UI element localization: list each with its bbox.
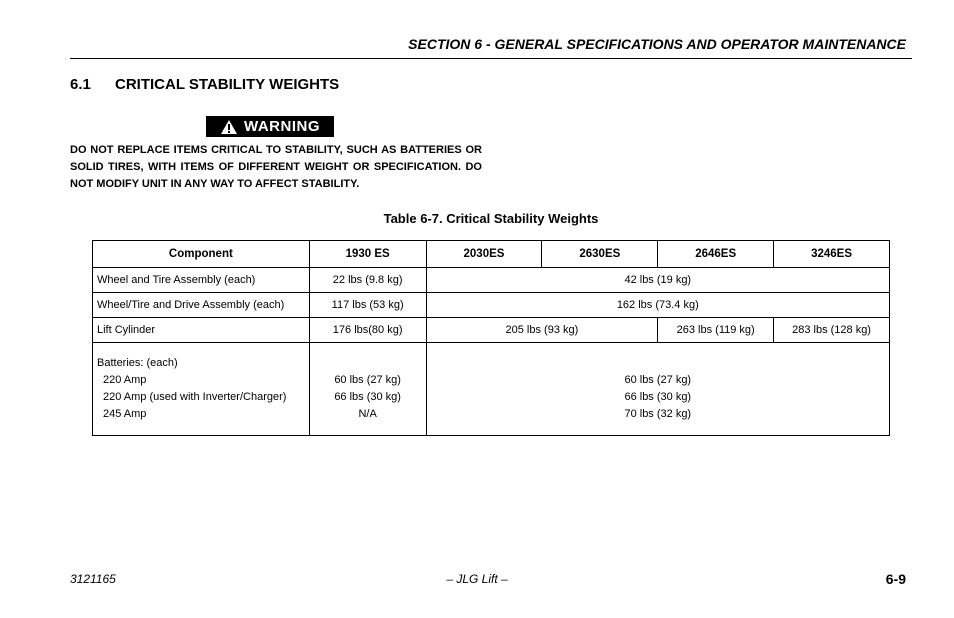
- warning-triangle-icon: [220, 119, 238, 135]
- component-label: Batteries: (each): [97, 357, 178, 369]
- section-header-title: SECTION 6 - GENERAL SPECIFICATIONS AND OPERATOR MAINTENANCE: [408, 36, 906, 52]
- warning-label: WARNING: [244, 118, 320, 135]
- value-line: 66 lbs (30 kg): [334, 391, 401, 403]
- warning-banner: [206, 116, 334, 137]
- section-heading: [70, 76, 339, 93]
- value-cell: 205 lbs (93 kg): [426, 318, 658, 343]
- component-cell: Wheel/Tire and Drive Assembly (each): [93, 293, 310, 318]
- value-line: 66 lbs (30 kg): [624, 391, 692, 403]
- value-line: 60 lbs (27 kg): [624, 374, 692, 386]
- value-cell: 162 lbs (73.4 kg): [426, 293, 889, 318]
- value-cell: 283 lbs (128 kg): [774, 318, 890, 343]
- value-cell: [309, 343, 426, 436]
- document-number: 3121165: [70, 572, 116, 586]
- value-cell: 176 lbs(80 kg): [309, 318, 426, 343]
- column-header: 3246ES: [774, 241, 890, 268]
- sub-component-label: 245 Amp: [103, 408, 147, 420]
- page-number: 6-9: [885, 571, 906, 587]
- table-row: [93, 293, 890, 318]
- column-header: 2030ES: [426, 241, 542, 268]
- footer-center-text: – JLG Lift –: [446, 572, 508, 586]
- sub-component-label: 220 Amp (used with Inverter/Charger): [103, 391, 287, 403]
- value-line: 60 lbs (27 kg): [334, 374, 401, 386]
- section-number: 6.1: [70, 76, 91, 93]
- component-cell: Wheel and Tire Assembly (each): [93, 268, 310, 293]
- value-line: 70 lbs (32 kg): [624, 408, 692, 420]
- value-line: N/A: [358, 408, 377, 420]
- column-header: 2630ES: [542, 241, 658, 268]
- table-row: [93, 268, 890, 293]
- table-row: [93, 343, 890, 436]
- value-cell: 263 lbs (119 kg): [658, 318, 774, 343]
- value-cell: 117 lbs (53 kg): [309, 293, 426, 318]
- value-cell: 42 lbs (19 kg): [426, 268, 889, 293]
- section-title: CRITICAL STABILITY WEIGHTS: [115, 76, 340, 93]
- stability-weights-table: [92, 240, 890, 436]
- table-caption: Table 6-7. Critical Stability Weights: [383, 211, 599, 226]
- column-header: Component: [93, 241, 310, 268]
- table-row: [93, 318, 890, 343]
- header-divider: [70, 58, 912, 59]
- value-cell: [426, 343, 889, 436]
- table-header-row: [93, 241, 890, 268]
- warning-text: DO NOT REPLACE ITEMS CRITICAL TO STABILITY, SUCH AS BATTERIES OR SOLID TIRES, WITH ITEMS OF DIFFERENT WEIGHT OR SPECIFICATION. DO NOT MODIFY UNIT IN ANY WAY TO AFFECT STABILITY.: [70, 144, 482, 190]
- component-cell: [93, 343, 310, 436]
- value-cell: 22 lbs (9.8 kg): [309, 268, 426, 293]
- sub-component-label: 220 Amp: [103, 374, 147, 386]
- component-cell: Lift Cylinder: [93, 318, 310, 343]
- column-header: 2646ES: [658, 241, 774, 268]
- column-header: 1930 ES: [309, 241, 426, 268]
